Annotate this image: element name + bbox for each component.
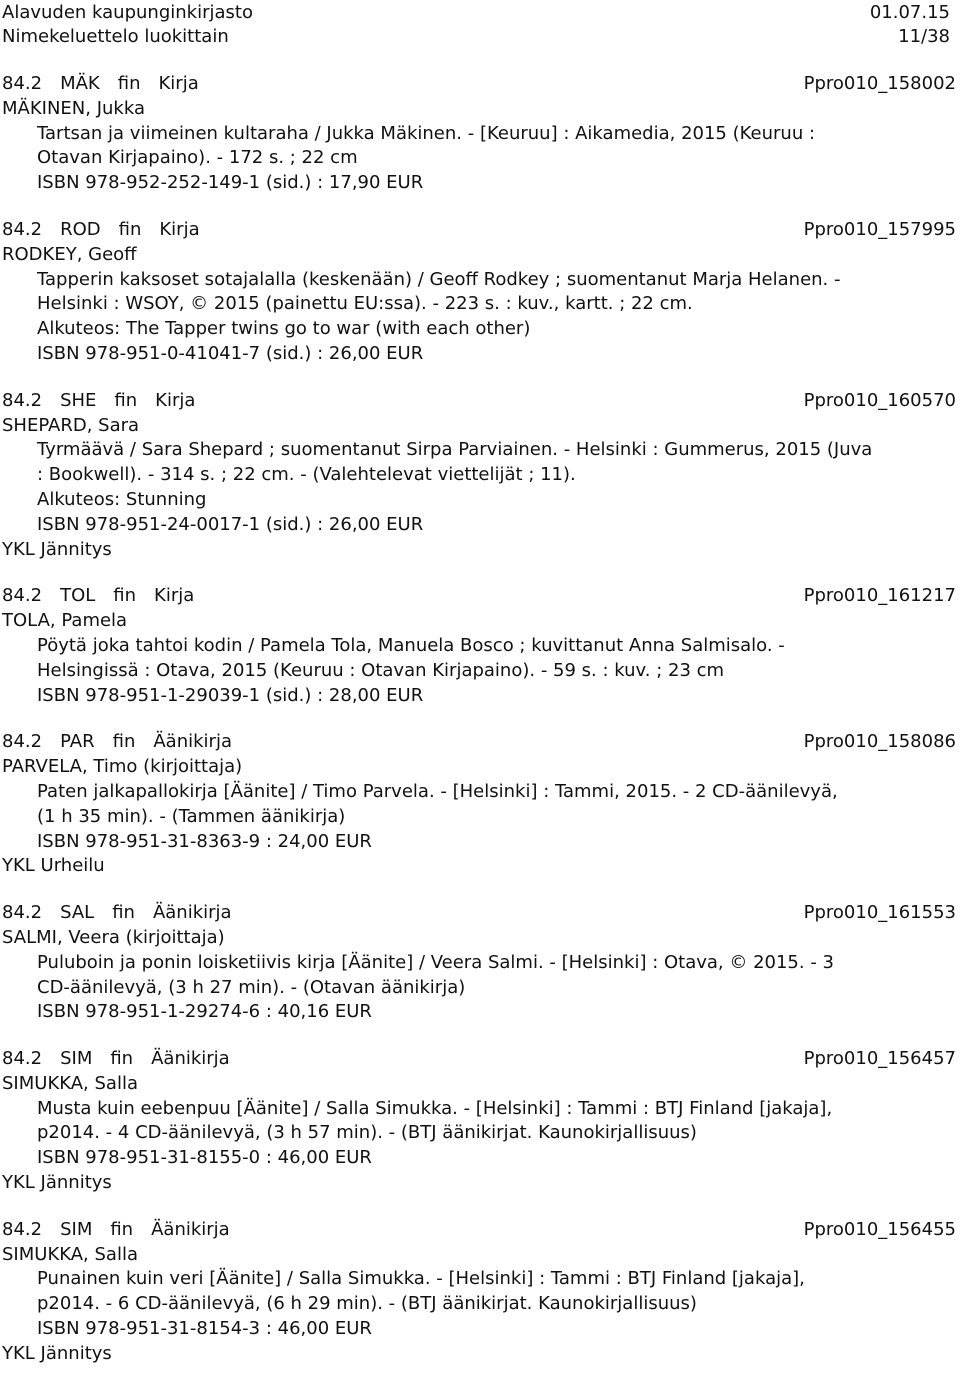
entry-description-line: Helsingissä : Otava, 2015 (Keuruu : Otavan Kirjapaino). - 59 s. : kuv. ; 23 cm — [37, 659, 725, 681]
shelf-code: SAL — [60, 902, 95, 924]
language-code: fin — [110, 1048, 134, 1070]
class-code: 84.2 — [2, 389, 43, 411]
material-type: Äänikirja — [151, 1218, 230, 1240]
entry-description-line: ISBN 978-951-31-8154-3 : 46,00 EUR — [37, 1318, 372, 1340]
entry-heading — [0, 389, 960, 414]
page-number: 11/38 — [898, 26, 950, 47]
call-number — [2, 218, 218, 243]
language-code: fin — [114, 389, 138, 411]
material-type: Äänikirja — [153, 731, 232, 753]
entry-description-line: Alkuteos: Stunning — [37, 488, 207, 510]
call-number — [2, 730, 250, 755]
material-type: Kirja — [158, 73, 199, 94]
entry-description-line: Alkuteos: The Tapper twins go to war (with each other) — [37, 318, 531, 340]
catalog-entry — [0, 901, 960, 1025]
catalog-entry — [0, 389, 960, 563]
list-title: Nimekeluettelo luokittain — [2, 26, 229, 47]
material-type: Kirja — [159, 218, 200, 240]
entry-description-line: Pöytä joka tahtoi kodin / Pamela Tola, Manuela Bosco ; kuvittanut Anna Salmisalo. - — [37, 634, 785, 656]
entry-heading — [0, 218, 960, 243]
record-id: Ppro010_157995 — [803, 218, 956, 240]
catalog-entry — [0, 1047, 960, 1196]
entry-author: SIMUKKA, Salla — [2, 1243, 138, 1265]
library-name: Alavuden kaupunginkirjasto — [2, 2, 253, 23]
call-number — [2, 72, 217, 97]
entry-heading — [0, 1218, 960, 1243]
entry-description-line: : Bookwell). - 314 s. ; 22 cm. - (Valehtelevat viettelijät ; 11). — [37, 464, 576, 486]
class-code: 84.2 — [2, 1048, 43, 1070]
entry-author: MÄKINEN, Jukka — [2, 97, 145, 119]
catalog-entry — [0, 730, 960, 879]
material-type: Äänikirja — [151, 1048, 230, 1070]
entry-description-line: ISBN 978-951-0-41041-7 (sid.) : 26,00 EUR — [37, 342, 424, 364]
ykl-genre: YKL Jännitys — [2, 1172, 112, 1194]
record-id: Ppro010_161553 — [803, 902, 956, 924]
entry-author: SIMUKKA, Salla — [2, 1072, 138, 1094]
shelf-code: SIM — [60, 1048, 93, 1070]
entry-description-line: Tyrmäävä / Sara Shepard ; suomentanut Sirpa Parviainen. - Helsinki : Gummerus, 2015 (Juva — [37, 439, 873, 461]
class-code: 84.2 — [2, 218, 43, 240]
entry-list — [0, 72, 960, 1389]
entry-author: TOLA, Pamela — [2, 610, 128, 632]
record-id: Ppro010_158086 — [803, 731, 956, 753]
call-number — [2, 1047, 248, 1072]
class-code: 84.2 — [2, 731, 43, 753]
ykl-genre: YKL Urheilu — [2, 855, 105, 877]
shelf-code: ROD — [60, 218, 101, 240]
ykl-genre: YKL Jännitys — [2, 1342, 112, 1364]
class-code: 84.2 — [2, 902, 43, 924]
entry-description-line: ISBN 978-951-31-8363-9 : 24,00 EUR — [37, 830, 372, 852]
class-code: 84.2 — [2, 73, 43, 94]
entry-heading — [0, 1047, 960, 1072]
entry-description-line: ISBN 978-951-1-29039-1 (sid.) : 28,00 EUR — [37, 684, 424, 706]
language-code: fin — [112, 731, 136, 753]
entry-description-line: Musta kuin eebenpuu [Äänite] / Salla Simukka. - [Helsinki] : Tammi : BTJ Finland [jakaja], — [37, 1097, 833, 1119]
record-id: Ppro010_160570 — [803, 389, 956, 411]
call-number — [2, 389, 213, 414]
shelf-code: PAR — [60, 731, 95, 753]
shelf-code: SHE — [60, 389, 97, 411]
shelf-code: MÄK — [60, 73, 100, 94]
record-id: Ppro010_156457 — [803, 1048, 956, 1070]
header-row-2 — [0, 24, 960, 50]
catalog-entry — [0, 72, 960, 196]
record-id: Ppro010_156455 — [803, 1218, 956, 1240]
entry-description-line: CD-äänilevyä, (3 h 27 min). - (Otavan äänikirja) — [37, 976, 466, 998]
material-type: Kirja — [154, 585, 195, 607]
entry-description-line: p2014. - 4 CD-äänilevyä, (3 h 57 min). - (BTJ äänikirjat. Kaunokirjallisuus) — [37, 1122, 697, 1144]
call-number — [2, 901, 250, 926]
entry-heading — [0, 584, 960, 609]
entry-description-line: ISBN 978-951-1-29274-6 : 40,16 EUR — [37, 1001, 372, 1023]
entry-description-line: Punainen kuin veri [Äänite] / Salla Simukka. - [Helsinki] : Tammi : BTJ Finland [jakaja], — [37, 1268, 805, 1290]
entry-description-line: p2014. - 6 CD-äänilevyä, (6 h 29 min). - (BTJ äänikirjat. Kaunokirjallisuus) — [37, 1293, 697, 1315]
shelf-code: SIM — [60, 1218, 93, 1240]
entry-heading — [0, 901, 960, 926]
call-number — [2, 1218, 248, 1243]
material-type: Äänikirja — [152, 902, 232, 924]
entry-description-line: Helsinki : WSOY, © 2015 (painettu EU:ssa). - 223 s. : kuv., kartt. ; 22 cm. — [37, 293, 693, 315]
entry-heading — [0, 730, 960, 755]
entry-heading — [0, 72, 960, 97]
entry-description-line: Paten jalkapallokirja [Äänite] / Timo Parvela. - [Helsinki] : Tammi, 2015. - 2 CD-äänilevyä, — [37, 780, 838, 802]
entry-description-line: ISBN 978-952-252-149-1 (sid.) : 17,90 EUR — [37, 172, 424, 194]
call-number — [2, 584, 212, 609]
entry-description-line: Puluboin ja ponin loisketiivis kirja [Äänite] / Veera Salmi. - [Helsinki] : Otava, © 2015. - 3 — [37, 951, 835, 973]
entry-description-line: (1 h 35 min). - (Tammen äänikirja) — [37, 805, 346, 827]
shelf-code: TOL — [60, 585, 96, 607]
language-code: fin — [113, 585, 137, 607]
catalog-entry — [0, 1218, 960, 1367]
record-id: Ppro010_161217 — [803, 585, 956, 607]
header-row-1 — [0, 0, 960, 26]
entry-description-line: ISBN 978-951-31-8155-0 : 46,00 EUR — [37, 1147, 372, 1169]
entry-description-line: Otavan Kirjapaino). - 172 s. ; 22 cm — [37, 147, 358, 169]
class-code: 84.2 — [2, 1218, 43, 1240]
catalog-entry — [0, 584, 960, 708]
entry-author: RODKEY, Geoff — [2, 243, 137, 265]
material-type: Kirja — [155, 389, 196, 411]
list-date: 01.07.15 — [869, 2, 950, 23]
language-code: fin — [118, 218, 142, 240]
entry-author: SHEPARD, Sara — [2, 414, 140, 436]
entry-description-line: Tartsan ja viimeinen kultaraha / Jukka Mäkinen. - [Keuruu] : Aikamedia, 2015 (Keuruu : — [37, 122, 816, 144]
language-code: fin — [110, 1218, 134, 1240]
class-code: 84.2 — [2, 585, 43, 607]
language-code: fin — [117, 73, 141, 94]
language-code: fin — [112, 902, 135, 924]
entry-description-line: ISBN 978-951-24-0017-1 (sid.) : 26,00 EUR — [37, 513, 424, 535]
entry-description-line: Tapperin kaksoset sotajalalla (keskenään) / Geoff Rodkey ; suomentanut Marja Helanen. - — [37, 268, 841, 290]
entry-author: PARVELA, Timo (kirjoittaja) — [2, 756, 243, 778]
ykl-genre: YKL Jännitys — [2, 538, 112, 560]
entry-author: SALMI, Veera (kirjoittaja) — [2, 926, 225, 948]
catalog-entry — [0, 218, 960, 367]
record-id: Ppro010_158002 — [803, 73, 956, 94]
